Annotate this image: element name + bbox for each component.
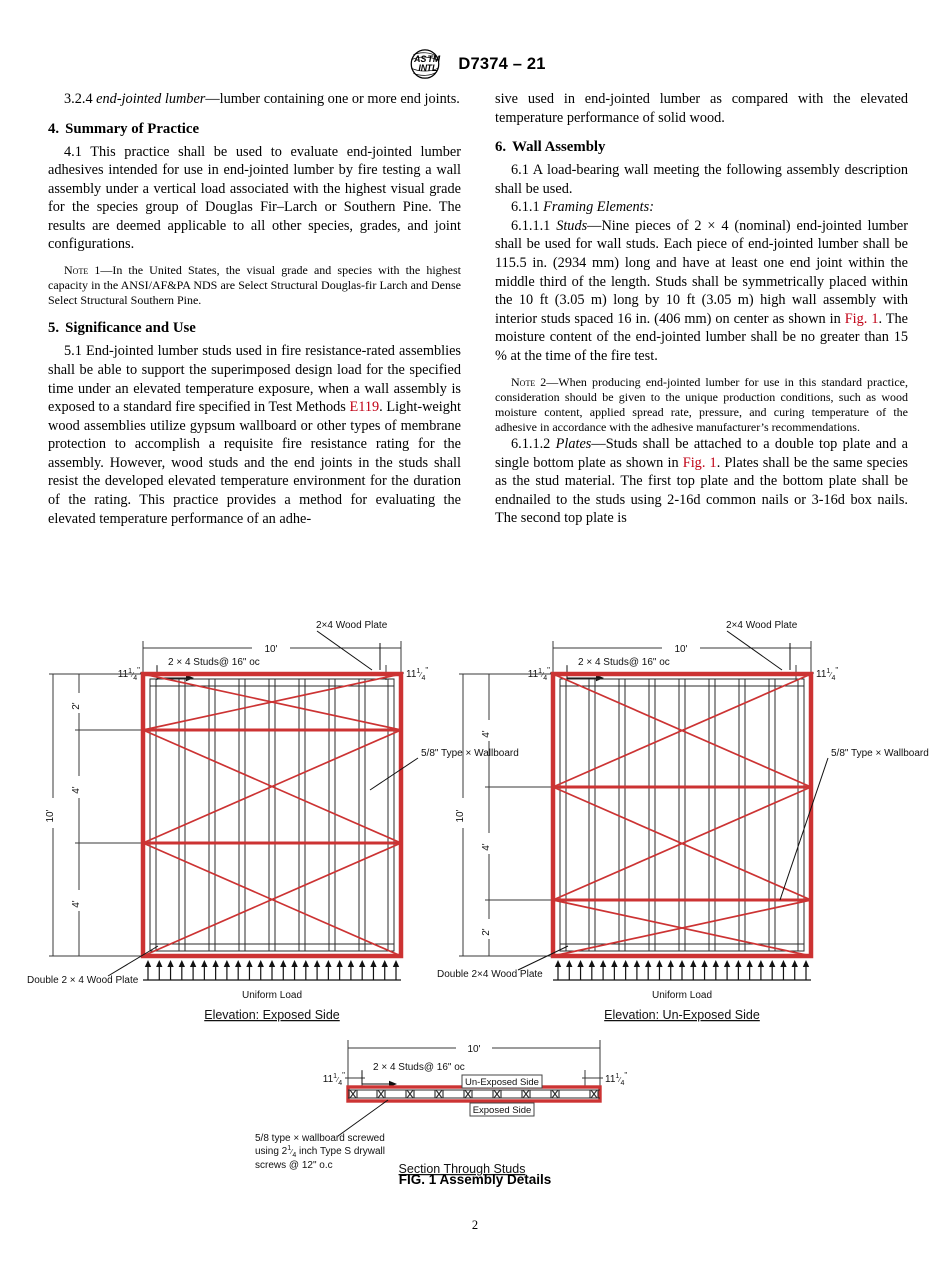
paragraph-text-after-link: . Plates shall be the same species as the stud material. The first top plate and the bottom plate shall be endnailed to the studs using 2-16d common nails or 3-16d box nails. The second top plate is (495, 454, 908, 527)
right-column (495, 90, 908, 528)
dimension-overall-width: 10' (674, 644, 688, 655)
dimension-segment-2: 4' (71, 786, 82, 794)
dimension-overall-width: 10' (264, 644, 278, 655)
note-text: —When producing end-jointed lumber for use in this standard practice, consideration should be given to the unique production conditions, such as wood moisture content, applied spread rate, pressure, and curing temperature of the adhesive in accordance with the adhesive manufacturer’s recommendations. (495, 374, 909, 434)
dimension-left-edge: $11^1_{⁄4}^"$ (117, 666, 140, 682)
callout-wallboard-screws-line3: screws @ 12" o.c (255, 1160, 333, 1171)
paragraph-6-1-1-1 (495, 217, 908, 366)
paragraph-number: 6.1.1 (511, 199, 540, 216)
height-segment-dimension-lines (485, 674, 553, 956)
stud-spacing-arrow (362, 1071, 397, 1087)
paragraph-4-1: 4.1 This practice shall be used to evaluate end-jointed lumber adhesives intended for use in end-jointed lumber by fire testing a wall assembly under a vertical load associated with the highest visual grade for the species group of Douglas Fir–Larch or Southern Pine. The results are deemed applicable to all other species, grades, and joint configurations. (48, 143, 461, 253)
wallboard-outline (553, 674, 811, 956)
astm-logo (404, 49, 446, 79)
note-1 (48, 263, 461, 308)
uniform-load-arrows (553, 960, 811, 980)
dimension-segment-3: 4' (71, 900, 82, 908)
heading-number: 4. (48, 120, 60, 137)
wallboard-outline (143, 674, 401, 956)
link-fig-1[interactable]: Fig. 1 (844, 310, 879, 327)
svg-text:TL: TL (426, 63, 438, 74)
dimension-segment-3: 2' (481, 928, 492, 936)
plate-leader-line (317, 631, 380, 670)
dimension-segment-1: 4' (481, 730, 492, 738)
label-wallboard: 5/8" Type × Wallboard (421, 748, 519, 759)
elevation-unexposed-side (437, 620, 929, 1022)
wallboard-outline-inner (143, 674, 401, 956)
heading-title: Summary of Practice (65, 120, 200, 137)
paragraph-6-1: 6.1 A load-bearing wall meeting the following assembly description shall be used. (495, 162, 908, 197)
heading-number: 6. (495, 139, 507, 156)
link-fig-1[interactable]: Fig. 1 (682, 454, 717, 471)
svg-text:TM: TM (427, 53, 441, 64)
label-uniform-load: Uniform Load (651, 990, 713, 1001)
dimension-right-edge: $11^1_{⁄4}^"$ (605, 1071, 628, 1087)
paragraph-number: 3.2.4 (64, 91, 93, 107)
paragraph-text-before-link: —Studs shall be attached to a double top plate and a single bottom plate as shown in (495, 435, 908, 471)
overall-height-dimension (459, 674, 553, 956)
paragraph-number: 6.1.1.2 (511, 435, 551, 452)
figure-1-assembly-details (0, 608, 950, 1208)
dimension-segment-2: 4' (481, 843, 492, 851)
assembly-details-drawing (0, 608, 950, 1208)
dimension-overall-height: 10' (455, 809, 466, 823)
section-wallboard-band (348, 1087, 600, 1101)
right-edge-dimension-ticks (582, 1070, 603, 1086)
heading-5 (48, 320, 461, 337)
paragraph-6-1-1-2 (495, 435, 908, 528)
label-wood-plate: 2×4 Wood Plate (726, 620, 798, 631)
wallboard-layout-diagonals (143, 674, 401, 956)
label-stud-spacing: 2 × 4 Studs@ 16" oc (373, 1062, 465, 1073)
uniform-load-arrows (143, 960, 401, 980)
section-framing-faces (348, 1090, 600, 1098)
paragraph-text-before-link: —Nine pieces of 2 × 4 (nominal) end-jointed lumber shall be used for wall studs. Each piece of end-jointed lumber shall be 115.5 in. (2934 mm) long and have at least one end joint within the middle third of the length. Studs shall be symmetrically placed within the 10 ft (3.05 m) long by 10 ft (3.05 m) high wall assembly with interior studs spaced 16 in. (406 mm) on center as shown in (495, 217, 908, 327)
page-number: 2 (471, 1218, 479, 1232)
overall-height-dimension (49, 674, 143, 956)
heading-title: Wall Assembly (512, 139, 606, 156)
heading-title: Significance and Use (65, 320, 196, 337)
label-wood-plate: 2×4 Wood Plate (316, 620, 388, 631)
wallboard-layout-diagonals (553, 674, 811, 956)
plate-leader-line (727, 631, 790, 670)
paragraph-text: —lumber containing one or more end joints. (205, 91, 460, 107)
paragraph-text-after-link: . Light-weight wood assemblies utilize gypsum wallboard or other types of membrane protection to accomplish a requisite fire resistance rating for the assembly. However, wood studs and the end joints in the studs shall resist the developed elevated temperature environment for the duration of the rating. This practice provides a method for evaluating the elevated temperature performance of an adhe- (48, 399, 461, 527)
note-label: Note 1 (64, 263, 101, 278)
wallboard-outline-inner (553, 674, 811, 956)
paragraph-text-after-link: . The moisture content of the end-jointed lumber shall be no greater than 15 % at the time of the fire test. (495, 310, 909, 364)
defined-term: end-jointed lumber (96, 91, 206, 107)
svg-text:IN: IN (418, 63, 428, 74)
svg-text:AS: AS (414, 53, 427, 64)
callout-wallboard-screws-line2: using $2^1_{⁄4}$ inch Type S drywall (255, 1145, 385, 1159)
dimension-left-edge: $11^1_{⁄4}^"$ (322, 1071, 345, 1087)
height-segment-dimension-lines (75, 674, 143, 956)
label-stud-spacing: 2 × 4 Studs@ 16" oc (578, 657, 670, 668)
document-designation: D7374 – 21 (458, 54, 546, 73)
dimension-overall-height: 10' (45, 809, 56, 823)
note-text: —In the United States, the visual grade and species with the highest capacity in the ANSI/AF&PA NDS are Select Structural Douglas-fir Larch and Dense Select Structural Southern Pine. (48, 263, 462, 308)
paragraph-number: 6.1.1.1 (511, 217, 551, 234)
heading-4 (48, 121, 461, 138)
paragraph-6-1-1 (495, 198, 908, 217)
title-elevation-unexposed: Elevation: Un-Exposed Side (604, 1008, 760, 1022)
left-column (48, 90, 461, 528)
label-bottom-plate: Double 2 × 4 Wood Plate (27, 975, 139, 986)
callout-wallboard-screws-line1: 5/8 type × wallboard screwed (255, 1133, 385, 1144)
figure-caption: FIG. 1 Assembly Details (398, 1172, 552, 1187)
dimension-overall-width: 10' (467, 1044, 481, 1055)
paragraph-3-2-4 (48, 90, 461, 109)
label-bottom-plate: Double 2×4 Wood Plate (437, 969, 543, 980)
paragraph-text-before-link: 5.1 End-jointed lumber studs used in fire resistance-rated assemblies shall be able to support the superimposed design load for the specified time under an elevated temperature exposure, when a wall assembly is exposed to a standard fire specified in Test Methods (48, 343, 461, 416)
title-elevation-exposed: Elevation: Exposed Side (204, 1008, 340, 1022)
label-stud-spacing: 2 × 4 Studs@ 16" oc (168, 657, 260, 668)
dimension-right-edge: $11^1_{⁄4}^"$ (816, 666, 839, 682)
screw-callout-leader-line (338, 1100, 388, 1136)
subsection-title: Framing Elements: (543, 199, 654, 216)
heading-6 (495, 139, 908, 156)
defined-term: Plates (555, 435, 592, 452)
paragraph-5-1 (48, 342, 461, 528)
label-uniform-load: Uniform Load (241, 990, 303, 1001)
title-section-through-studs: Section Through Studs (398, 1162, 526, 1176)
note-2 (495, 375, 908, 435)
defined-term: Studs (556, 217, 588, 234)
dimension-left-edge: $11^1_{⁄4}^"$ (527, 666, 550, 682)
label-wallboard: 5/8" Type × Wallboard (831, 748, 929, 759)
link-e119[interactable]: E119 (349, 399, 380, 416)
heading-number: 5. (48, 320, 60, 337)
dimension-right-edge: $11^1_{⁄4}^"$ (406, 666, 429, 682)
label-exposed-side: Exposed Side (472, 1105, 532, 1116)
page-header (0, 46, 950, 82)
bottom-plate-leader-line (108, 946, 158, 976)
label-unexposed-side: Un-Exposed Side (465, 1077, 539, 1088)
dimension-segment-1: 2' (71, 702, 82, 710)
paragraph-continuation: sive used in end-jointed lumber as compared with the elevated temperature performance of solid wood. (495, 91, 908, 126)
section-through-studs (255, 1040, 627, 1176)
body-columns (48, 90, 908, 528)
elevation-exposed-side (27, 620, 519, 1022)
section-studs (349, 1090, 598, 1098)
note-label: Note 2 (511, 374, 547, 389)
